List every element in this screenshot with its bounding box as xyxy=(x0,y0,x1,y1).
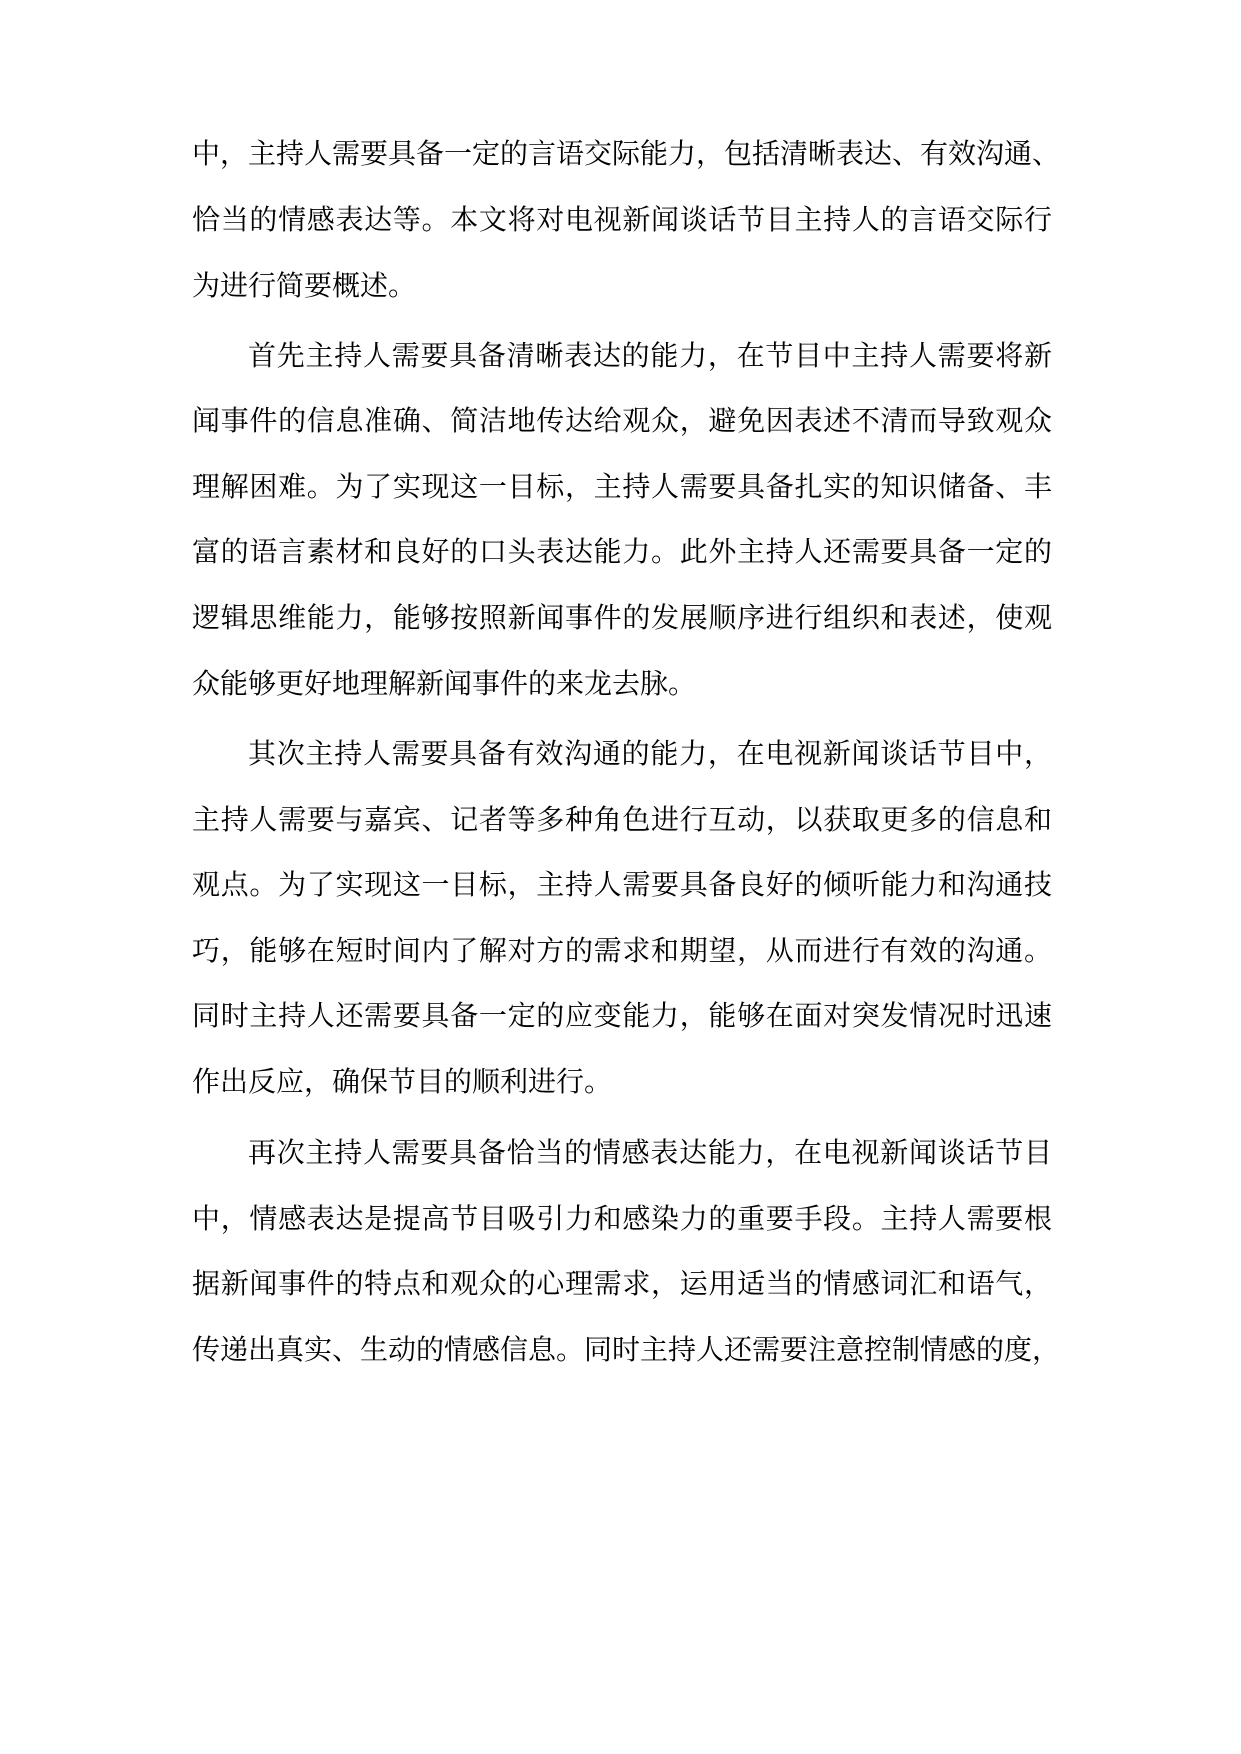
text-line: 巧，能够在短时间内了解对方的需求和期望，从而进行有效的沟通。 xyxy=(192,934,1052,967)
text-line: 传递出真实、生动的情感信息。同时主持人还需要注意控制情感的度， xyxy=(192,1333,1061,1366)
text-line: 众能够更好地理解新闻事件的来龙去脉。 xyxy=(192,667,697,700)
paragraph-first-line: 再次主持人需要具备恰当的情感表达能力，在电视新闻谈话节目 xyxy=(248,1136,1052,1169)
text-line: 为进行简要概述。 xyxy=(192,269,417,302)
text-line: 闻事件的信息准确、简洁地传达给观众，避免因表述不清而导致观众 xyxy=(192,404,1052,437)
text-line: 同时主持人还需要具备一定的应变能力，能够在面对突发情况时迅速 xyxy=(192,999,1052,1032)
text-line: 作出反应，确保节目的顺利进行。 xyxy=(192,1065,613,1098)
text-line: 中，主持人需要具备一定的言语交际能力，包括清晰表达、有效沟通、 xyxy=(192,137,1061,170)
text-line: 观点。为了实现这一目标，主持人需要具备良好的倾听能力和沟通技 xyxy=(192,868,1052,901)
paragraph-first-line: 首先主持人需要具备清晰表达的能力，在节目中主持人需要将新 xyxy=(248,339,1052,372)
text-line: 主持人需要与嘉宾、记者等多种角色进行互动，以获取更多的信息和 xyxy=(192,803,1052,836)
text-line: 中，情感表达是提高节目吸引力和感染力的重要手段。主持人需要根 xyxy=(192,1202,1052,1235)
text-line: 据新闻事件的特点和观众的心理需求，运用适当的情感词汇和语气， xyxy=(192,1267,1052,1300)
text-line: 逻辑思维能力，能够按照新闻事件的发展顺序进行组织和表述，使观 xyxy=(192,601,1052,634)
text-line: 富的语言素材和良好的口头表达能力。此外主持人还需要具备一定的 xyxy=(192,535,1052,568)
text-line: 恰当的情感表达等。本文将对电视新闻谈话节目主持人的言语交际行 xyxy=(192,203,1052,236)
paragraph-first-line: 其次主持人需要具备有效沟通的能力，在电视新闻谈话节目中， xyxy=(248,737,1052,770)
text-line: 理解困难。为了实现这一目标，主持人需要具备扎实的知识储备、丰 xyxy=(192,470,1052,503)
